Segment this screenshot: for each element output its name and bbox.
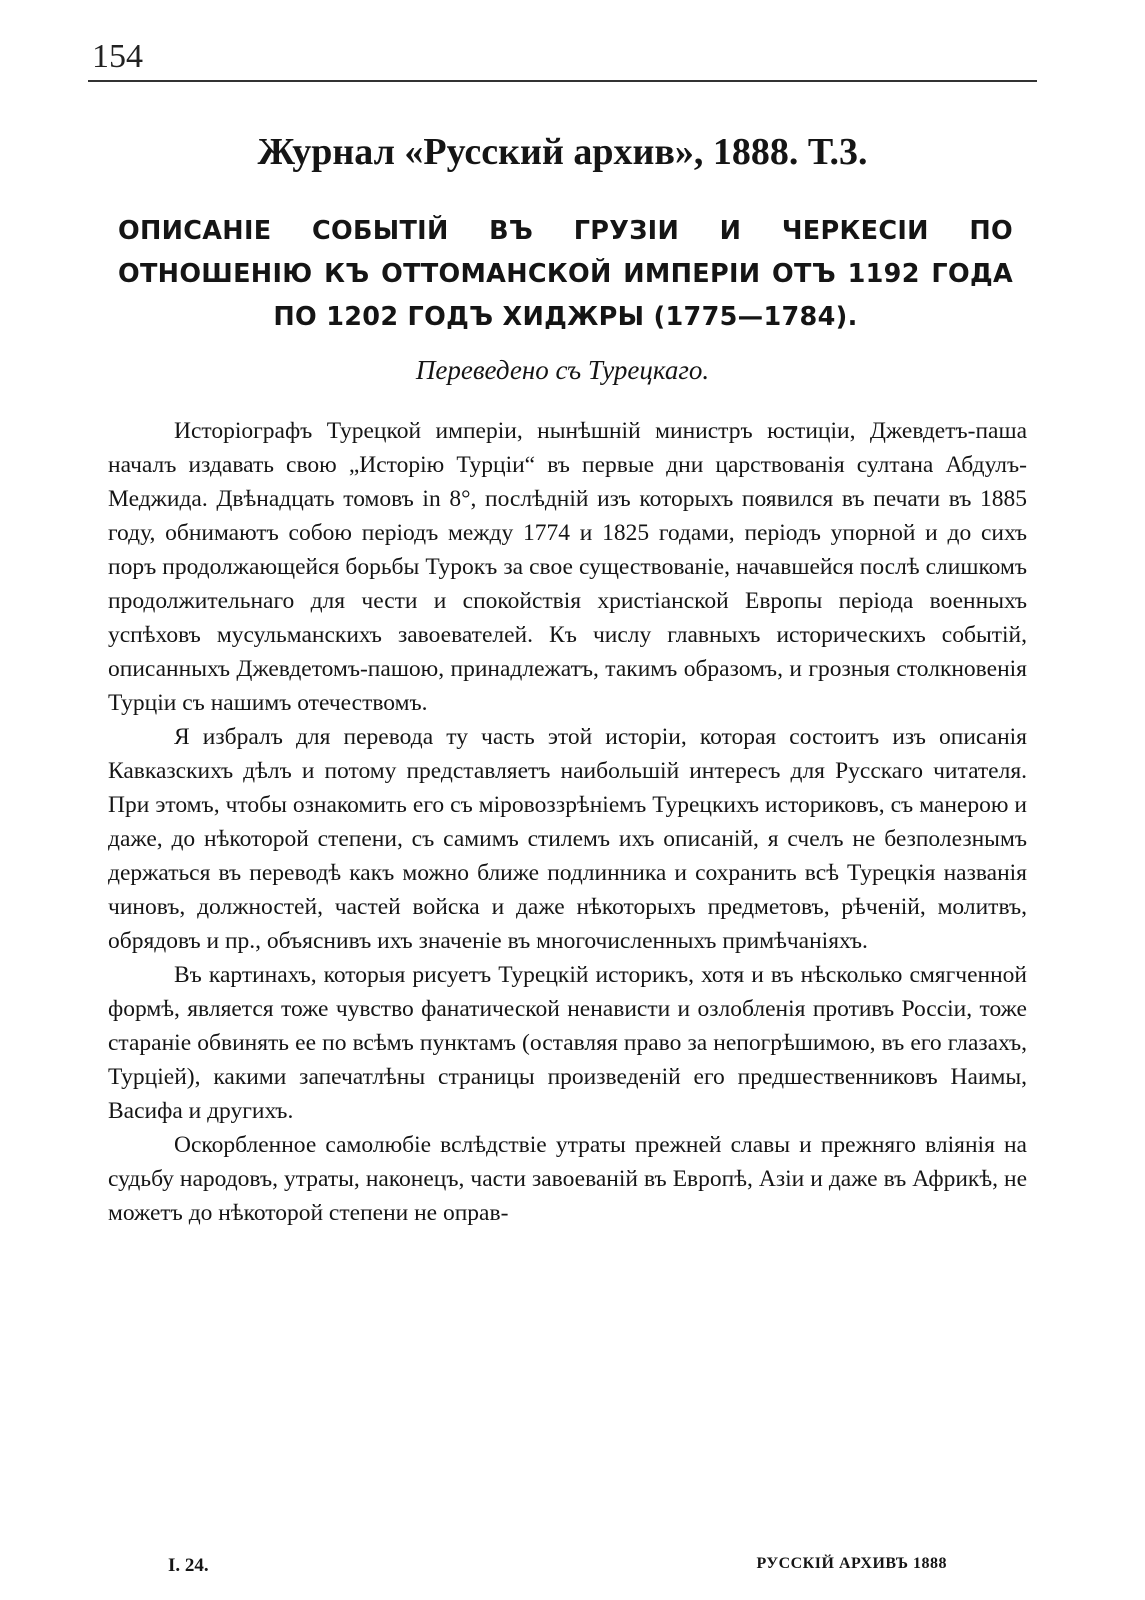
sheet-signature: I. 24. xyxy=(168,1555,209,1576)
paragraph-3: Въ картинахъ, которыя рисуетъ Турецкій историкъ, хотя и въ нѣсколько смягченной формѣ, является тоже чувство фанатической ненависти и озлобленія противъ Россіи, тоже стараніе обвинять ее по всѣмъ пунктамъ (оставляя право за непогрѣшимою, въ его глазахъ, Турціей), какими запечатлѣны страницы произведеній его предшественниковъ Наимы, Васифа и другихъ. xyxy=(108,962,1027,1124)
translation-note: Переведено съ Турецкаго. xyxy=(415,355,710,385)
paragraph-1: Исторіографъ Турецкой имперіи, нынѣшній министръ юстиціи, Джевдетъ-паша началъ издавать свою „Исторію Турціи“ въ первые дни царствованія султана Абдулъ-Меджида. Двѣнадцать томовъ in 8°, послѣдній изъ которыхъ появился въ печати въ 1885 году, обнимаютъ собою періодъ между 1774 и 1825 годами, періодъ упорной и до сихъ поръ продолжающейся борьбы Турокъ за свое существованіе, начавшейся послѣ слишкомъ продолжительнаго для чести и спокойствія христіанской Европы періода военныхъ успѣховъ мусульманскихъ завоевателей. Къ числу главныхъ историческихъ событій, описанныхъ Джевдетомъ-пашою, принадлежатъ, такимъ образомъ, и грозныя столкновенія Турціи съ нашимъ отечествомъ. xyxy=(108,418,1027,716)
article-title: ОПИСАНІЕ СОБЫТІЙ ВЪ ГРУЗІИ И ЧЕРКЕСІИ ПО ОТНОШЕНІЮ КЪ ОТТОМАНСКОЙ ИМПЕРІИ ОТЪ 1192 ГОДА ПО 1202 ГОДЪ ХИДЖРЫ (1775—1784). xyxy=(118,216,1013,332)
header-rule xyxy=(88,80,1037,82)
paragraph-2: Я избралъ для перевода ту часть этой исторіи, которая состоитъ изъ описанія Кавказскихъ дѣлъ и потому представляетъ наибольшій интересъ для Русскаго читателя. При этомъ, чтобы ознакомить его съ міровоззрѣніемъ Турецкихъ историковъ, съ манерою и даже, до нѣкоторой степени, съ самимъ стилемъ ихъ описаній, я счелъ не безполезнымъ держаться въ переводѣ какъ можно ближе подлинника и сохранить всѣ Турецкія названія чиновъ, должностей, частей войска и даже нѣкоторыхъ предметовъ, рѣченій, молитвъ, обрядовъ и пр., объяснивъ ихъ значеніе въ многочисленныхъ примѣчаніяхъ. xyxy=(108,724,1027,954)
journal-title: Журнал «Русский архив», 1888. Т.3. xyxy=(257,131,868,173)
page-number: 154 xyxy=(92,38,143,75)
running-title: РУССКІЙ АРХИВЪ 1888 xyxy=(756,1555,947,1572)
paragraph-4: Оскорбленное самолюбіе вслѣдствіе утраты прежней славы и прежняго вліянія на судьбу народовъ, утраты, наконецъ, части завоеваній въ Европѣ, Азіи и даже въ Африкѣ, не можетъ до нѣкоторой степени не оправ- xyxy=(108,1132,1027,1226)
article-body xyxy=(108,414,1027,1230)
page-footer xyxy=(168,1555,947,1577)
